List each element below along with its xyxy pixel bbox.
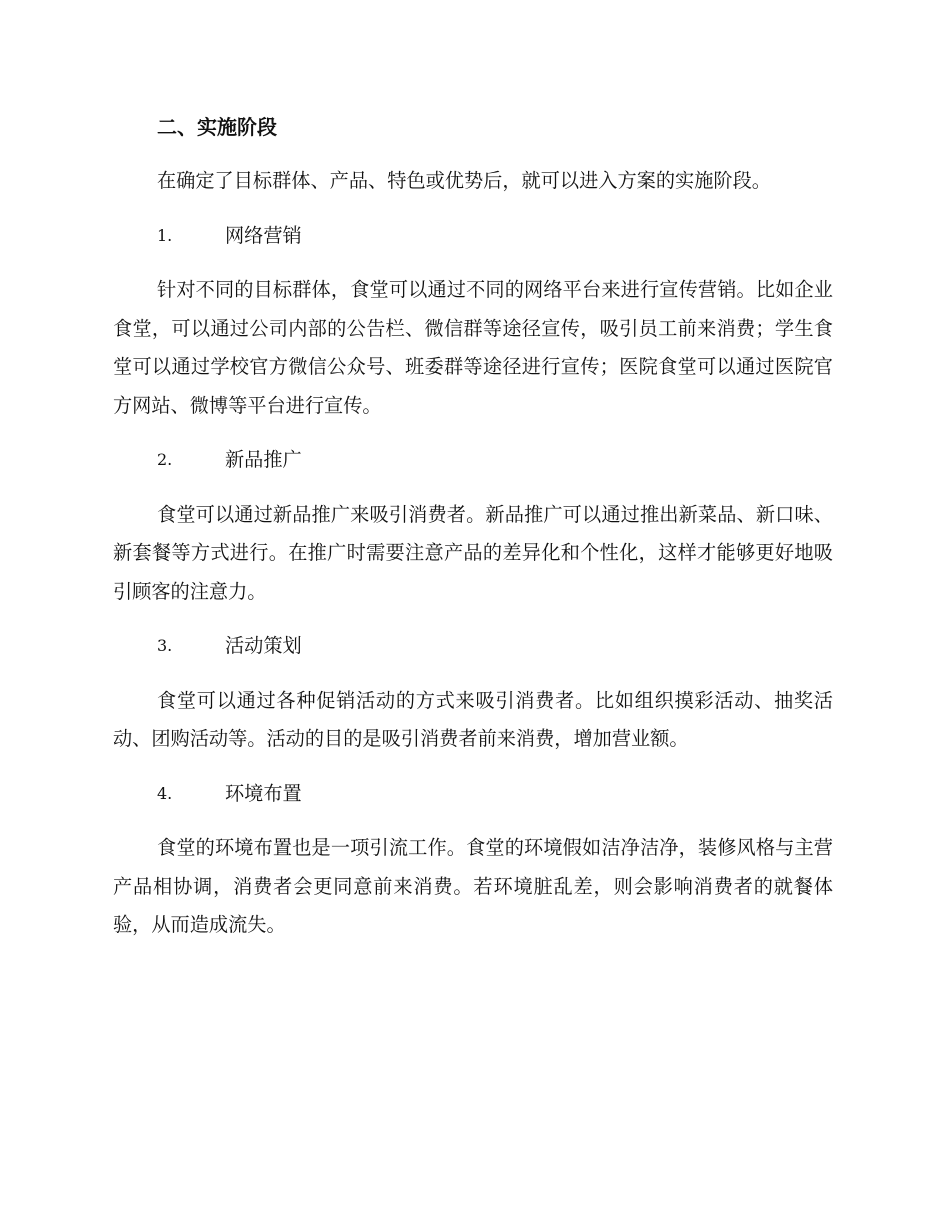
- list-number: 1.: [157, 225, 173, 245]
- list-item-new-product-promotion: [157, 441, 833, 480]
- paragraph-environment-setup: 食堂的环境布置也是一项引流工作。食堂的环境假如洁净洁净，装修风格与主营产品相协调，消费者会更同意前来消费。若环境脏乱差，则会影响消费者的就餐体验，从而造成流失。: [113, 836, 833, 936]
- intro-paragraph: 在确定了目标群体、产品、特色或优势后，就可以进入方案的实施阶段。: [157, 169, 771, 192]
- paragraph-new-product-promotion: 食堂可以通过新品推广来吸引消费者。新品推广可以通过推出新菜品、新口味、新套餐等方式进行。在推广时需要注意产品的差异化和个性化，这样才能够更好地吸引顾客的注意力。: [113, 502, 833, 603]
- list-number: 4.: [157, 783, 173, 803]
- list-item-event-planning: [157, 627, 833, 666]
- section-heading: 二、实施阶段: [157, 115, 277, 139]
- list-title: 网络营销: [225, 223, 302, 247]
- list-item-network-marketing: [157, 217, 833, 256]
- document-body: [113, 108, 833, 961]
- list-number: 2.: [157, 450, 173, 469]
- list-title: 活动策划: [225, 634, 302, 657]
- paragraph-network-marketing: 针对不同的目标群体，食堂可以通过不同的网络平台来进行宣传营销。比如企业食堂，可以通过公司内部的公告栏、微信群等途径宣传，吸引员工前来消费；学生食堂可以通过学校官方微信公众号、班委群等途径进行宣传；医院食堂可以通过医院官方网站、微博等平台进行宣传。: [113, 278, 833, 417]
- list-title: 环境布置: [225, 781, 302, 805]
- paragraph-event-planning: 食堂可以通过各种促销活动的方式来吸引消费者。比如组织摸彩活动、抽奖活动、团购活动等。活动的目的是吸引消费者前来消费，增加营业额。: [113, 688, 833, 750]
- list-number: 3.: [157, 636, 173, 655]
- list-title: 新品推广: [225, 448, 302, 471]
- list-item-environment-setup: [157, 775, 833, 814]
